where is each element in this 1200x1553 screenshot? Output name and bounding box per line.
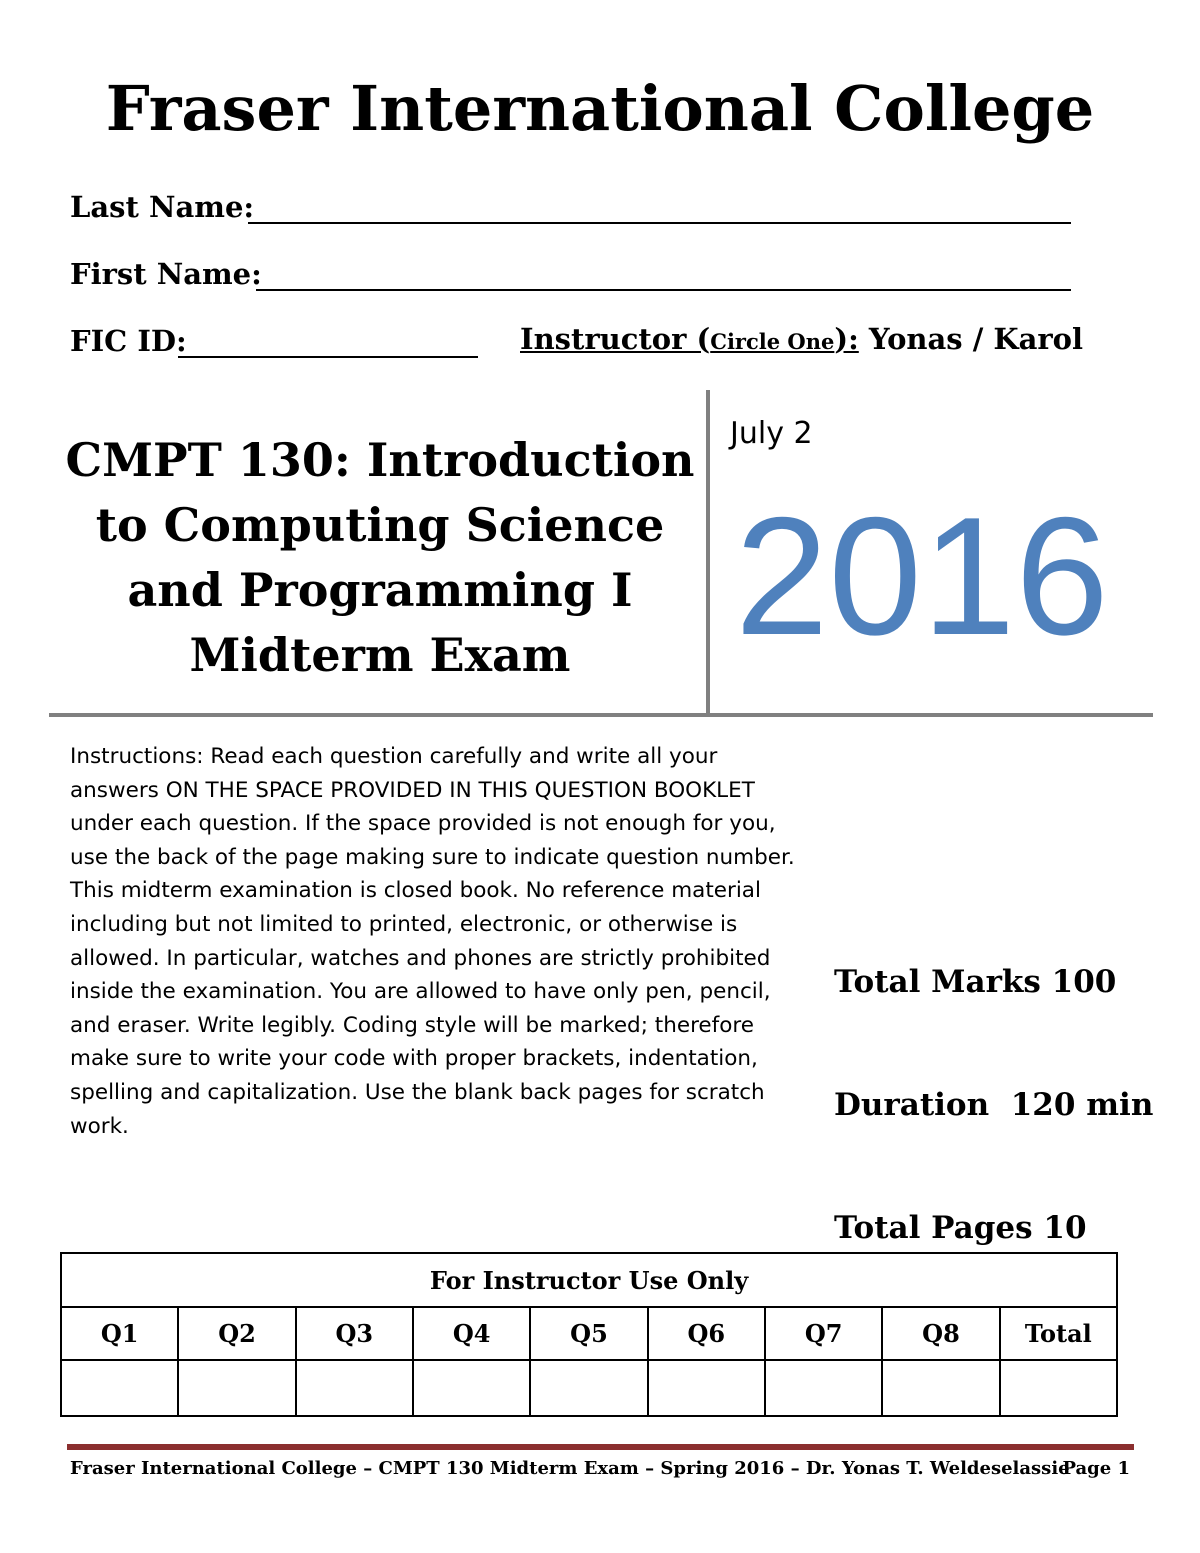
column-header-q3: Q3 bbox=[296, 1307, 413, 1360]
column-header-q7: Q7 bbox=[765, 1307, 882, 1360]
score-cell-q2[interactable] bbox=[178, 1360, 295, 1416]
column-header-q1: Q1 bbox=[61, 1307, 178, 1360]
course-title-line: CMPT 130: Introduction bbox=[65, 433, 695, 487]
total-marks: Total Marks 100 bbox=[834, 964, 1117, 1000]
footer-text: Fraser International College – CMPT 130 Midterm Exam – Spring 2016 – Dr. Yonas T. Weldeselassie bbox=[70, 1458, 1070, 1479]
page-footer bbox=[70, 1458, 1130, 1479]
footer-bar bbox=[67, 1444, 1134, 1450]
course-title-line: to Computing Science bbox=[95, 498, 665, 552]
page-number: Page 1 bbox=[1062, 1458, 1130, 1479]
fic-id-field[interactable] bbox=[178, 356, 478, 358]
exam-totals bbox=[834, 880, 1153, 1290]
score-cell-q3[interactable] bbox=[296, 1360, 413, 1416]
score-cell-q1[interactable] bbox=[61, 1360, 178, 1416]
score-cell-q6[interactable] bbox=[648, 1360, 765, 1416]
fic-id-label: FIC ID: bbox=[70, 324, 187, 358]
last-name-field[interactable] bbox=[248, 222, 1071, 224]
last-name-label: Last Name: bbox=[70, 190, 255, 224]
college-title: Fraser International College bbox=[105, 72, 1095, 145]
instructor-selector[interactable] bbox=[520, 322, 1083, 356]
course-title bbox=[60, 428, 700, 688]
first-name-field[interactable] bbox=[256, 289, 1071, 291]
total-pages: Total Pages 10 bbox=[834, 1210, 1087, 1246]
table-caption: For Instructor Use Only bbox=[61, 1253, 1117, 1307]
instructor-options[interactable]: Yonas / Karol bbox=[858, 322, 1084, 356]
column-header-total: Total bbox=[1000, 1307, 1117, 1360]
instructor-label: Instructor ( bbox=[520, 322, 711, 356]
score-cell-q4[interactable] bbox=[413, 1360, 530, 1416]
course-title-line: Midterm Exam bbox=[189, 628, 571, 682]
course-title-line: and Programming I bbox=[127, 563, 633, 617]
column-header-q4: Q4 bbox=[413, 1307, 530, 1360]
first-name-label: First Name: bbox=[70, 257, 262, 291]
instructor-close: ): bbox=[834, 322, 859, 356]
column-header-q8: Q8 bbox=[882, 1307, 999, 1360]
instructions-text: Instructions: Read each question carefully and write all your answers ON THE SPACE PROVIDED IN THIS QUESTION BOOKLET under each question. If the space provided is not enough for you, use the back of the page making sure to indicate question number. This midterm examination is closed book. No reference material including but not limited to printed, electronic, or otherwise is allowed. In particular, watches and phones are strictly prohibited inside the examination. You are allowed to have only pen, pencil, and eraser. Write legibly. Coding style will be marked; therefore make sure to write your code with proper brackets, indentation, spelling and capitalization. Use the blank back pages for scratch work. bbox=[70, 744, 795, 1139]
column-header-q5: Q5 bbox=[530, 1307, 647, 1360]
score-cell-q7[interactable] bbox=[765, 1360, 882, 1416]
horizontal-divider bbox=[49, 713, 1153, 717]
column-header-q6: Q6 bbox=[648, 1307, 765, 1360]
exam-date: July 2 bbox=[730, 416, 813, 451]
duration: Duration 120 min bbox=[834, 1087, 1154, 1123]
vertical-divider bbox=[706, 390, 710, 715]
column-header-q2: Q2 bbox=[178, 1307, 295, 1360]
score-cell-total[interactable] bbox=[1000, 1360, 1117, 1416]
circle-one-note: Circle One bbox=[710, 329, 835, 354]
exam-year: 2016 bbox=[735, 482, 1109, 670]
score-cell-q8[interactable] bbox=[882, 1360, 999, 1416]
score-cell-q5[interactable] bbox=[530, 1360, 647, 1416]
instructor-marks-table bbox=[60, 1252, 1118, 1417]
